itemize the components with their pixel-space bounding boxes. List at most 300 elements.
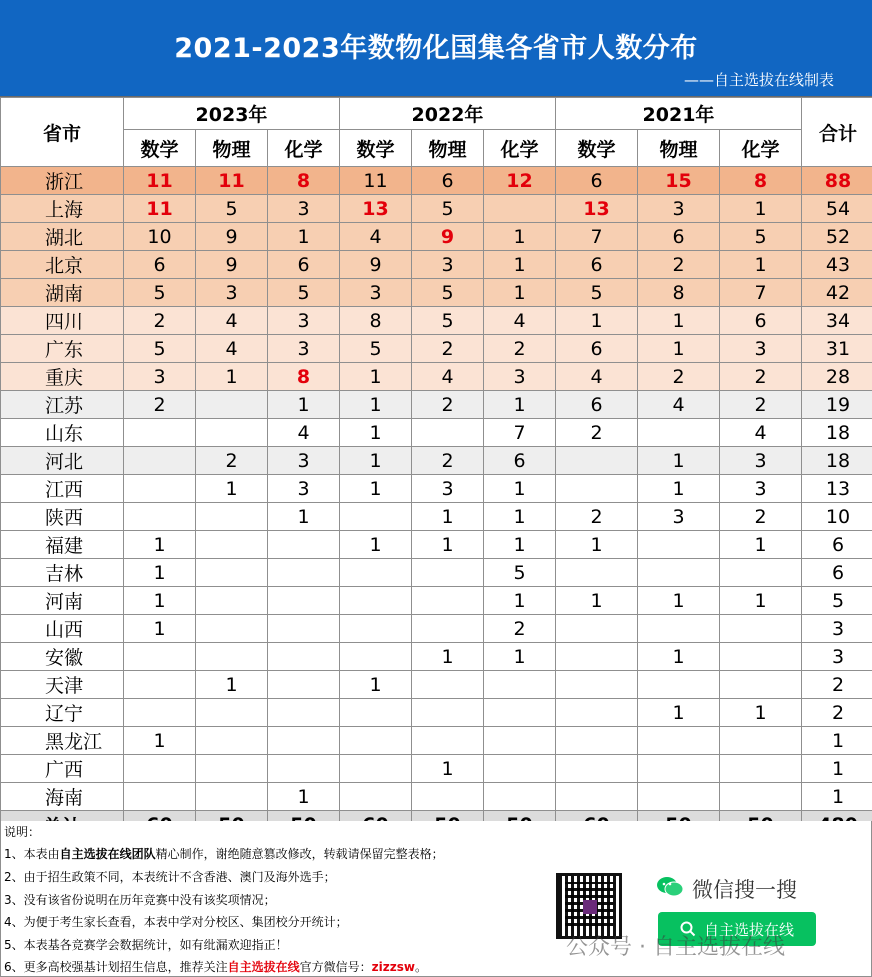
- province-cell: 浙江: [1, 167, 124, 195]
- count-cell: 3: [268, 307, 340, 335]
- row-total-cell: 6: [802, 531, 872, 559]
- subject-header: 数学: [124, 130, 196, 167]
- count-cell: 1: [720, 699, 802, 727]
- count-cell: 4: [484, 307, 556, 335]
- count-cell: 6: [556, 391, 638, 419]
- count-cell: [638, 727, 720, 755]
- count-cell: 4: [196, 335, 268, 363]
- count-cell: [720, 727, 802, 755]
- note-1: [4, 847, 444, 861]
- count-cell: 7: [720, 279, 802, 307]
- province-cell: 安徽: [1, 643, 124, 671]
- count-cell: 6: [556, 335, 638, 363]
- count-cell: 5: [556, 279, 638, 307]
- title-banner: [0, 0, 872, 97]
- count-cell: [556, 447, 638, 475]
- count-cell: [638, 559, 720, 587]
- count-cell: 7: [556, 223, 638, 251]
- row-total-cell: 19: [802, 391, 872, 419]
- count-cell: 1: [720, 587, 802, 615]
- count-cell: [196, 699, 268, 727]
- page-title: 2021-2023年数物化国集各省市人数分布: [174, 33, 698, 64]
- province-cell: 辽宁: [1, 699, 124, 727]
- table-row: [1, 335, 872, 363]
- row-total-cell: 88: [802, 167, 872, 195]
- count-cell: 3: [484, 363, 556, 391]
- table-row: [1, 307, 872, 335]
- count-cell: 5: [412, 307, 484, 335]
- count-cell: [412, 699, 484, 727]
- count-cell: 1: [196, 363, 268, 391]
- count-cell: 4: [412, 363, 484, 391]
- row-total-cell: 3: [802, 615, 872, 643]
- count-cell: 6: [556, 251, 638, 279]
- table-row: [1, 699, 872, 727]
- table-row: [1, 419, 872, 447]
- count-cell: 3: [268, 335, 340, 363]
- note-1-prefix: 1、本表由: [4, 847, 60, 861]
- count-cell: [638, 755, 720, 783]
- note-6-mid: 官方微信号：: [299, 960, 372, 974]
- count-cell: [720, 559, 802, 587]
- count-cell: 13: [340, 195, 412, 223]
- count-cell: [638, 615, 720, 643]
- count-cell: 1: [484, 279, 556, 307]
- count-cell: [268, 615, 340, 643]
- table-row: [1, 167, 872, 195]
- note-5: 5、本表基各竞赛学会数据统计，如有纰漏欢迎指正！: [4, 938, 288, 952]
- count-cell: [412, 559, 484, 587]
- count-cell: 1: [124, 587, 196, 615]
- count-cell: 1: [484, 251, 556, 279]
- count-cell: 9: [196, 251, 268, 279]
- count-cell: 1: [412, 755, 484, 783]
- table-row: [1, 251, 872, 279]
- count-cell: [196, 419, 268, 447]
- count-cell: 1: [484, 475, 556, 503]
- count-cell: 10: [124, 223, 196, 251]
- count-cell: [556, 615, 638, 643]
- count-cell: 7: [484, 419, 556, 447]
- row-total-cell: 2: [802, 671, 872, 699]
- count-cell: 5: [196, 195, 268, 223]
- row-total-cell: 1: [802, 783, 872, 811]
- count-cell: 1: [268, 783, 340, 811]
- count-cell: 1: [638, 335, 720, 363]
- province-cell: 上海: [1, 195, 124, 223]
- province-cell: 海南: [1, 783, 124, 811]
- count-cell: 2: [412, 447, 484, 475]
- year-header-2021: 2021年: [556, 98, 802, 130]
- count-cell: [556, 559, 638, 587]
- count-cell: [412, 783, 484, 811]
- count-cell: [268, 699, 340, 727]
- count-cell: 2: [720, 363, 802, 391]
- province-header: 省市: [1, 98, 124, 167]
- note-2: 2、由于招生政策不同，本表统计不含香港、澳门及海外选手；: [4, 870, 336, 884]
- count-cell: [412, 615, 484, 643]
- note-1-suffix: 精心制作，谢绝随意篡改修改，转载请保留完整表格；: [155, 847, 444, 861]
- count-cell: 3: [720, 447, 802, 475]
- row-total-cell: 52: [802, 223, 872, 251]
- count-cell: 1: [196, 671, 268, 699]
- subject-header: 数学: [556, 130, 638, 167]
- table-row: [1, 615, 872, 643]
- table-row: [1, 671, 872, 699]
- count-cell: [268, 559, 340, 587]
- count-cell: 3: [268, 195, 340, 223]
- count-cell: [638, 531, 720, 559]
- row-total-cell: 10: [802, 503, 872, 531]
- count-cell: 3: [720, 475, 802, 503]
- note-6-wechat-id: zizzsw: [371, 960, 415, 974]
- count-cell: [196, 503, 268, 531]
- count-cell: [484, 783, 556, 811]
- count-cell: [412, 671, 484, 699]
- count-cell: 3: [268, 447, 340, 475]
- count-cell: 3: [268, 475, 340, 503]
- count-cell: [484, 755, 556, 783]
- count-cell: 6: [638, 223, 720, 251]
- count-cell: 1: [124, 615, 196, 643]
- count-cell: [268, 587, 340, 615]
- count-cell: 1: [638, 587, 720, 615]
- count-cell: 2: [556, 419, 638, 447]
- count-cell: [196, 559, 268, 587]
- table-row: [1, 559, 872, 587]
- count-cell: [484, 195, 556, 223]
- province-cell: 江西: [1, 475, 124, 503]
- count-cell: 9: [412, 223, 484, 251]
- count-cell: [124, 503, 196, 531]
- note-3: 3、没有该省份说明在历年竞赛中没有该奖项情况；: [4, 893, 276, 907]
- count-cell: 8: [340, 307, 412, 335]
- year-header-2023: 2023年: [124, 98, 340, 130]
- count-cell: [340, 615, 412, 643]
- count-cell: 2: [638, 251, 720, 279]
- row-total-cell: 3: [802, 643, 872, 671]
- count-cell: [638, 671, 720, 699]
- count-cell: [340, 699, 412, 727]
- count-cell: 8: [268, 167, 340, 195]
- count-cell: [412, 587, 484, 615]
- count-cell: 5: [124, 335, 196, 363]
- count-cell: 11: [340, 167, 412, 195]
- count-cell: [268, 755, 340, 783]
- count-cell: 1: [556, 531, 638, 559]
- count-cell: 1: [340, 363, 412, 391]
- count-cell: 1: [484, 223, 556, 251]
- count-cell: 5: [720, 223, 802, 251]
- count-cell: 4: [196, 307, 268, 335]
- count-cell: 1: [124, 727, 196, 755]
- year-header-2022: 2022年: [340, 98, 556, 130]
- count-cell: 5: [484, 559, 556, 587]
- count-cell: 11: [124, 167, 196, 195]
- count-cell: 1: [484, 503, 556, 531]
- province-cell: 重庆: [1, 363, 124, 391]
- row-total-cell: 1: [802, 755, 872, 783]
- count-cell: [340, 727, 412, 755]
- province-cell: 广西: [1, 755, 124, 783]
- count-cell: 5: [412, 279, 484, 307]
- note-6: [4, 960, 427, 974]
- count-cell: 1: [124, 531, 196, 559]
- subject-header: 数学: [340, 130, 412, 167]
- count-cell: 3: [340, 279, 412, 307]
- count-cell: [556, 643, 638, 671]
- count-cell: 3: [412, 475, 484, 503]
- count-cell: 1: [720, 195, 802, 223]
- row-total-cell: 42: [802, 279, 872, 307]
- count-cell: 3: [638, 503, 720, 531]
- count-cell: [196, 727, 268, 755]
- count-cell: [484, 671, 556, 699]
- count-cell: 11: [124, 195, 196, 223]
- count-cell: 1: [720, 251, 802, 279]
- count-cell: 6: [720, 307, 802, 335]
- count-cell: [556, 783, 638, 811]
- count-cell: [638, 783, 720, 811]
- table-row: [1, 279, 872, 307]
- count-cell: 1: [556, 587, 638, 615]
- count-cell: [124, 699, 196, 727]
- count-cell: 8: [638, 279, 720, 307]
- row-total-cell: 18: [802, 447, 872, 475]
- count-cell: 6: [556, 167, 638, 195]
- count-cell: [124, 755, 196, 783]
- count-cell: 2: [484, 335, 556, 363]
- table-row: [1, 223, 872, 251]
- count-cell: 1: [124, 559, 196, 587]
- count-cell: [720, 783, 802, 811]
- province-cell: 广东: [1, 335, 124, 363]
- count-cell: 1: [268, 503, 340, 531]
- count-cell: [124, 643, 196, 671]
- count-cell: [412, 419, 484, 447]
- count-cell: [556, 699, 638, 727]
- row-total-cell: 2: [802, 699, 872, 727]
- count-cell: [268, 671, 340, 699]
- count-cell: [556, 475, 638, 503]
- count-cell: [124, 671, 196, 699]
- count-cell: 13: [556, 195, 638, 223]
- count-cell: [196, 391, 268, 419]
- count-cell: [340, 559, 412, 587]
- count-cell: [720, 755, 802, 783]
- count-cell: 6: [412, 167, 484, 195]
- note-4: 4、为便于考生家长查看，本表中学对分校区、集团校分开统计；: [4, 915, 348, 929]
- count-cell: [268, 727, 340, 755]
- province-cell: 陕西: [1, 503, 124, 531]
- count-cell: 4: [268, 419, 340, 447]
- subject-header: 化学: [484, 130, 556, 167]
- province-cell: 吉林: [1, 559, 124, 587]
- count-cell: 1: [638, 475, 720, 503]
- count-cell: [412, 727, 484, 755]
- table-row: [1, 587, 872, 615]
- search-button-label: 自主选拔在线: [703, 920, 794, 939]
- subject-header: 物理: [196, 130, 268, 167]
- note-1-team: 自主选拔在线团队: [59, 847, 156, 861]
- subject-header: 化学: [268, 130, 340, 167]
- count-cell: [196, 783, 268, 811]
- table-row: [1, 195, 872, 223]
- count-cell: 2: [638, 363, 720, 391]
- count-cell: [268, 643, 340, 671]
- province-cell: 四川: [1, 307, 124, 335]
- count-cell: 5: [124, 279, 196, 307]
- row-total-cell: 28: [802, 363, 872, 391]
- count-cell: 3: [124, 363, 196, 391]
- count-cell: [124, 475, 196, 503]
- row-total-cell: 34: [802, 307, 872, 335]
- row-total-cell: 18: [802, 419, 872, 447]
- count-cell: 1: [268, 223, 340, 251]
- count-cell: 3: [638, 195, 720, 223]
- count-cell: 1: [484, 643, 556, 671]
- count-cell: 3: [720, 335, 802, 363]
- count-cell: 1: [638, 643, 720, 671]
- count-cell: 1: [340, 671, 412, 699]
- count-cell: 9: [196, 223, 268, 251]
- province-cell: 山西: [1, 615, 124, 643]
- count-cell: 12: [484, 167, 556, 195]
- table-row: [1, 391, 872, 419]
- count-cell: 1: [484, 391, 556, 419]
- count-cell: [720, 671, 802, 699]
- table-row: [1, 755, 872, 783]
- count-cell: 5: [412, 195, 484, 223]
- count-cell: [340, 643, 412, 671]
- subject-header: 物理: [412, 130, 484, 167]
- count-cell: [196, 615, 268, 643]
- count-cell: 1: [340, 531, 412, 559]
- count-cell: 2: [196, 447, 268, 475]
- row-total-cell: 43: [802, 251, 872, 279]
- count-cell: [484, 727, 556, 755]
- page-subtitle: ——自主选拔在线制表: [683, 71, 834, 89]
- wechat-search-text: 微信搜一搜: [692, 878, 797, 902]
- total-header: 合计: [802, 98, 872, 167]
- province-cell: 福建: [1, 531, 124, 559]
- count-cell: [720, 615, 802, 643]
- count-cell: 2: [412, 391, 484, 419]
- count-cell: 11: [196, 167, 268, 195]
- count-cell: 1: [412, 643, 484, 671]
- note-6-brand: 自主选拔在线: [227, 960, 300, 974]
- count-cell: 1: [638, 699, 720, 727]
- count-cell: 2: [720, 503, 802, 531]
- table-row: [1, 643, 872, 671]
- count-cell: [340, 587, 412, 615]
- count-cell: 4: [556, 363, 638, 391]
- count-cell: 1: [340, 391, 412, 419]
- count-cell: 5: [268, 279, 340, 307]
- row-total-cell: 6: [802, 559, 872, 587]
- count-cell: 5: [340, 335, 412, 363]
- row-total-cell: 13: [802, 475, 872, 503]
- count-cell: 1: [196, 475, 268, 503]
- count-cell: 4: [720, 419, 802, 447]
- count-cell: [196, 643, 268, 671]
- count-cell: [196, 587, 268, 615]
- count-cell: [196, 755, 268, 783]
- table-row: [1, 475, 872, 503]
- province-cell: 河南: [1, 587, 124, 615]
- province-cell: 湖北: [1, 223, 124, 251]
- table-row: [1, 503, 872, 531]
- table-row: [1, 447, 872, 475]
- table-row: [1, 783, 872, 811]
- count-cell: [340, 503, 412, 531]
- count-cell: [556, 755, 638, 783]
- count-cell: 4: [638, 391, 720, 419]
- count-cell: 15: [638, 167, 720, 195]
- count-cell: 2: [720, 391, 802, 419]
- count-cell: [484, 699, 556, 727]
- count-cell: [720, 643, 802, 671]
- count-cell: 8: [268, 363, 340, 391]
- count-cell: [556, 671, 638, 699]
- count-cell: 2: [124, 391, 196, 419]
- count-cell: 4: [340, 223, 412, 251]
- count-cell: 3: [196, 279, 268, 307]
- count-cell: [124, 419, 196, 447]
- count-cell: [124, 447, 196, 475]
- province-cell: 山东: [1, 419, 124, 447]
- count-cell: [340, 755, 412, 783]
- row-total-cell: 1: [802, 727, 872, 755]
- count-cell: 2: [124, 307, 196, 335]
- row-total-cell: 5: [802, 587, 872, 615]
- note-6-prefix: 6、更多高校强基计划招生信息，推荐关注: [4, 960, 228, 974]
- notes-heading: 说明：: [4, 825, 41, 839]
- province-cell: 河北: [1, 447, 124, 475]
- table-row: [1, 727, 872, 755]
- count-cell: 1: [556, 307, 638, 335]
- count-cell: 2: [556, 503, 638, 531]
- subject-header: 物理: [638, 130, 720, 167]
- row-total-cell: 31: [802, 335, 872, 363]
- row-total-cell: 54: [802, 195, 872, 223]
- table-row: [1, 363, 872, 391]
- table-row: [1, 531, 872, 559]
- count-cell: [340, 783, 412, 811]
- wechat-watermark: 公众号 · 自主选拔在线: [566, 935, 785, 960]
- count-cell: 1: [720, 531, 802, 559]
- count-cell: 8: [720, 167, 802, 195]
- note-6-end: 。: [414, 960, 427, 974]
- subject-header: 化学: [720, 130, 802, 167]
- count-cell: 1: [340, 419, 412, 447]
- count-cell: 1: [340, 475, 412, 503]
- count-cell: 2: [412, 335, 484, 363]
- count-cell: [124, 783, 196, 811]
- count-cell: [556, 727, 638, 755]
- count-cell: 3: [412, 251, 484, 279]
- count-cell: [638, 419, 720, 447]
- count-cell: 1: [484, 531, 556, 559]
- count-cell: 1: [268, 391, 340, 419]
- province-cell: 北京: [1, 251, 124, 279]
- count-cell: 1: [412, 531, 484, 559]
- count-cell: 6: [484, 447, 556, 475]
- count-cell: [196, 531, 268, 559]
- count-cell: 9: [340, 251, 412, 279]
- count-cell: 1: [638, 307, 720, 335]
- count-cell: 1: [638, 447, 720, 475]
